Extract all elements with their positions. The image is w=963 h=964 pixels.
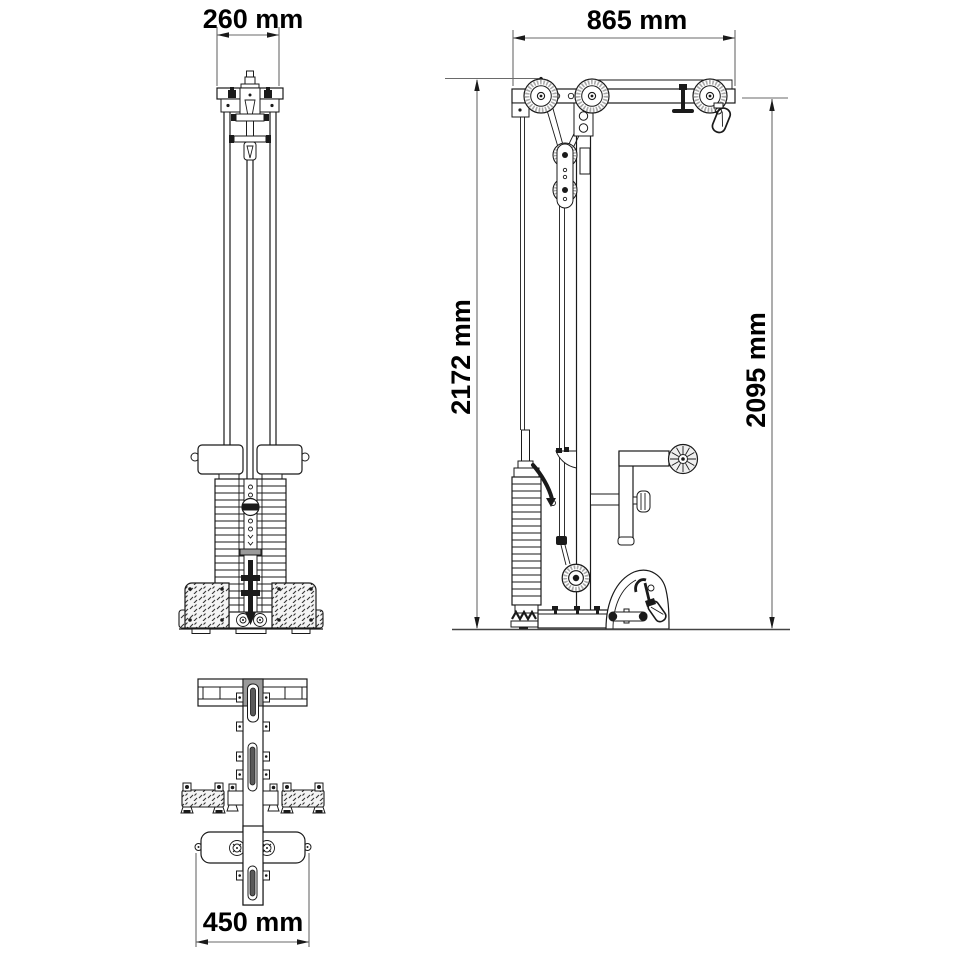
foam-roller <box>669 445 698 474</box>
side-view <box>445 5 790 630</box>
dimension-front-width-label: 260 mm <box>202 4 304 34</box>
low-row-station <box>606 570 669 629</box>
dimension-frame-height <box>741 98 788 629</box>
bottom-pulley <box>562 564 590 592</box>
front-view <box>179 4 323 634</box>
front-bumpers <box>191 445 309 479</box>
dimension-total-height-label: 2172 mm <box>446 299 476 415</box>
thigh-pad-assembly <box>591 445 698 546</box>
top-left-pulley <box>524 79 558 113</box>
top-down-view <box>181 679 325 947</box>
dimension-frame-height-label: 2095 mm <box>741 312 771 428</box>
dimension-side-width-label: 865 mm <box>586 5 688 35</box>
topview-bumper-block <box>195 826 311 905</box>
dimension-base-width-label: 450 mm <box>202 907 304 937</box>
floating-pulley-block <box>553 143 577 208</box>
front-guide-rods <box>224 112 276 479</box>
dimension-side-width <box>513 5 735 86</box>
side-weight-stack <box>511 430 556 630</box>
top-middle-pulley <box>575 79 609 113</box>
top-carabiner <box>711 103 732 134</box>
